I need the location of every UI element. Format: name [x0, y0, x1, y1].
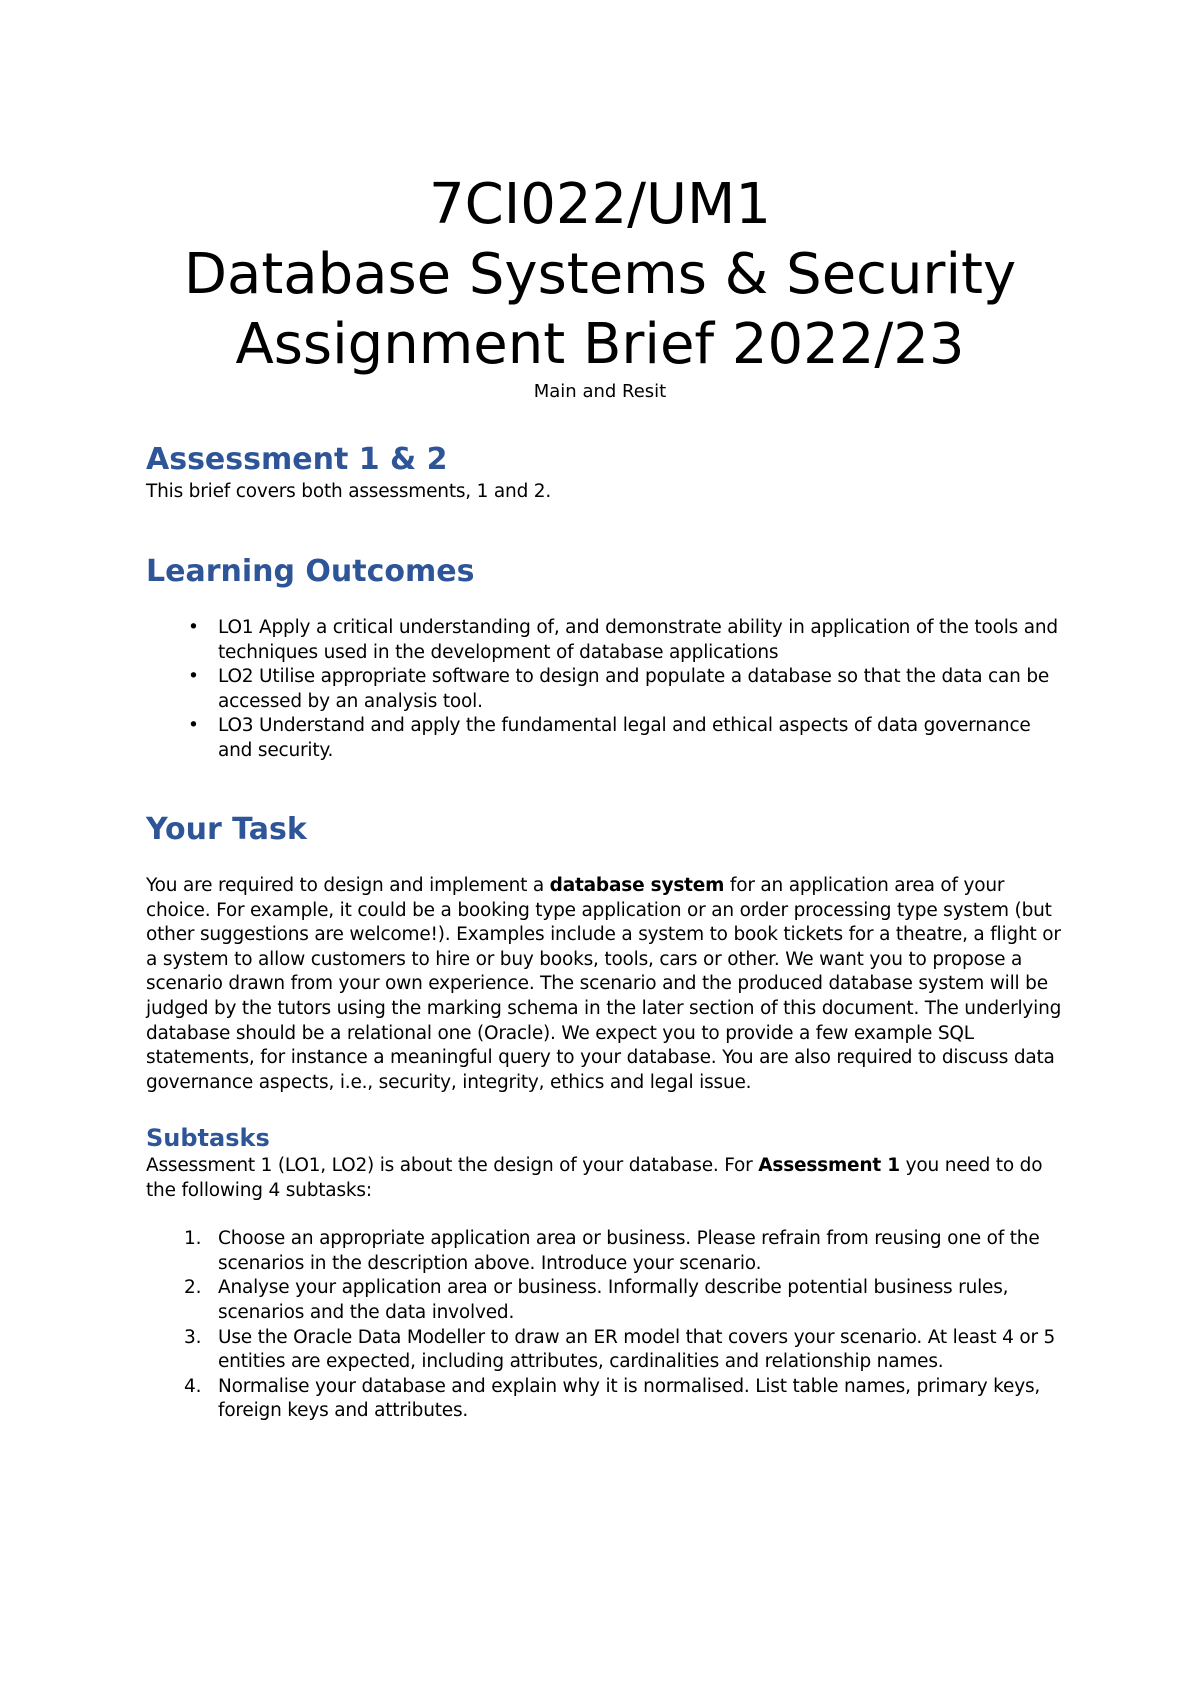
assessment-text: This brief covers both assessments, 1 and 2. — [146, 481, 552, 502]
bullet-icon: • — [188, 666, 199, 688]
learning-outcomes-heading: Learning Outcomes — [146, 554, 475, 589]
list-number: 1. — [184, 1228, 202, 1250]
list-item: 1. Choose an appropriate application area or business. Please refrain from reusing one of the scenarios in the description above. Introduce your scenario. — [184, 1228, 1040, 1274]
your-task-heading: Your Task — [146, 812, 307, 847]
list-number: 3. — [184, 1326, 202, 1348]
list-item: 3. Use the Oracle Data Modeller to draw an ER model that covers your scenario. At least 4 or 5 entities are expected, including attributes, cardinalities and relationship names. — [184, 1326, 1056, 1373]
list-item: 2. Analyse your application area or business. Informally describe potential business rules, scenarios and the data involved. — [184, 1277, 1009, 1323]
assessment-heading: Assessment 1 & 2 — [146, 442, 448, 477]
subtasks-intro: Assessment 1 (LO1, LO2) is about the design of your database. For Assessment 1 you need to do the following 4 subtasks: — [146, 1155, 1043, 1201]
learning-outcomes-section — [146, 552, 1066, 764]
list-item: 4. Normalise your database and explain why it is normalised. List table names, primary keys, foreign keys and attributes. — [184, 1375, 1041, 1422]
list-item: • LO3 Understand and apply the fundamental legal and ethical aspects of data governance and security. — [188, 715, 1031, 761]
assessment-section — [146, 440, 1066, 505]
bullet-icon: • — [188, 715, 199, 737]
your-task-paragraph: You are required to design and implement a database system for an application area of your choice. For example, it could be a booking type application or an order processing type system (but other suggestions are welcome!). Examples include a system to book tickets for a theatre, a flight or a system to allow customers to hire or buy books, tools, cars or other. We want you to propose a scenario drawn from your own experience. The scenario and the produced database system will be judged by the tutors using the marking schema in the later section of this document. The underlying database should be a relational one (Oracle). We expect you to provide a few example SQL statements, for instance a meaningful query to your database. You are also required to discuss data governance aspects, i.e., security, integrity, ethics and legal issue. — [146, 875, 1062, 1093]
bullet-icon: • — [188, 617, 199, 638]
module-title: Database Systems & Security — [183, 242, 1017, 307]
list-item: • LO1 Apply a critical understanding of, and demonstrate ability in application of the tools and techniques used in the development of database applications — [188, 617, 1058, 663]
list-number: 4. — [184, 1375, 202, 1397]
emphasis-assessment-1: Assessment 1 — [758, 1155, 900, 1176]
subtasks-heading: Subtasks — [146, 1124, 270, 1152]
module-code: 7CI022/UM1 — [429, 172, 771, 237]
title-block — [0, 170, 1200, 404]
learning-outcomes-list — [146, 616, 1066, 764]
subtasks-list — [146, 1227, 1066, 1424]
emphasis-database-system: database system — [549, 875, 725, 896]
subtasks-section — [146, 1122, 1066, 1424]
your-task-section — [146, 810, 1066, 1095]
list-number: 2. — [184, 1277, 202, 1299]
subtitle: Main and Resit — [533, 381, 667, 402]
brief-title: Assignment Brief 2022/23 — [235, 312, 965, 377]
list-item: • LO2 Utilise appropriate software to design and populate a database so that the data can be accessed by an analysis tool. — [188, 666, 1050, 712]
